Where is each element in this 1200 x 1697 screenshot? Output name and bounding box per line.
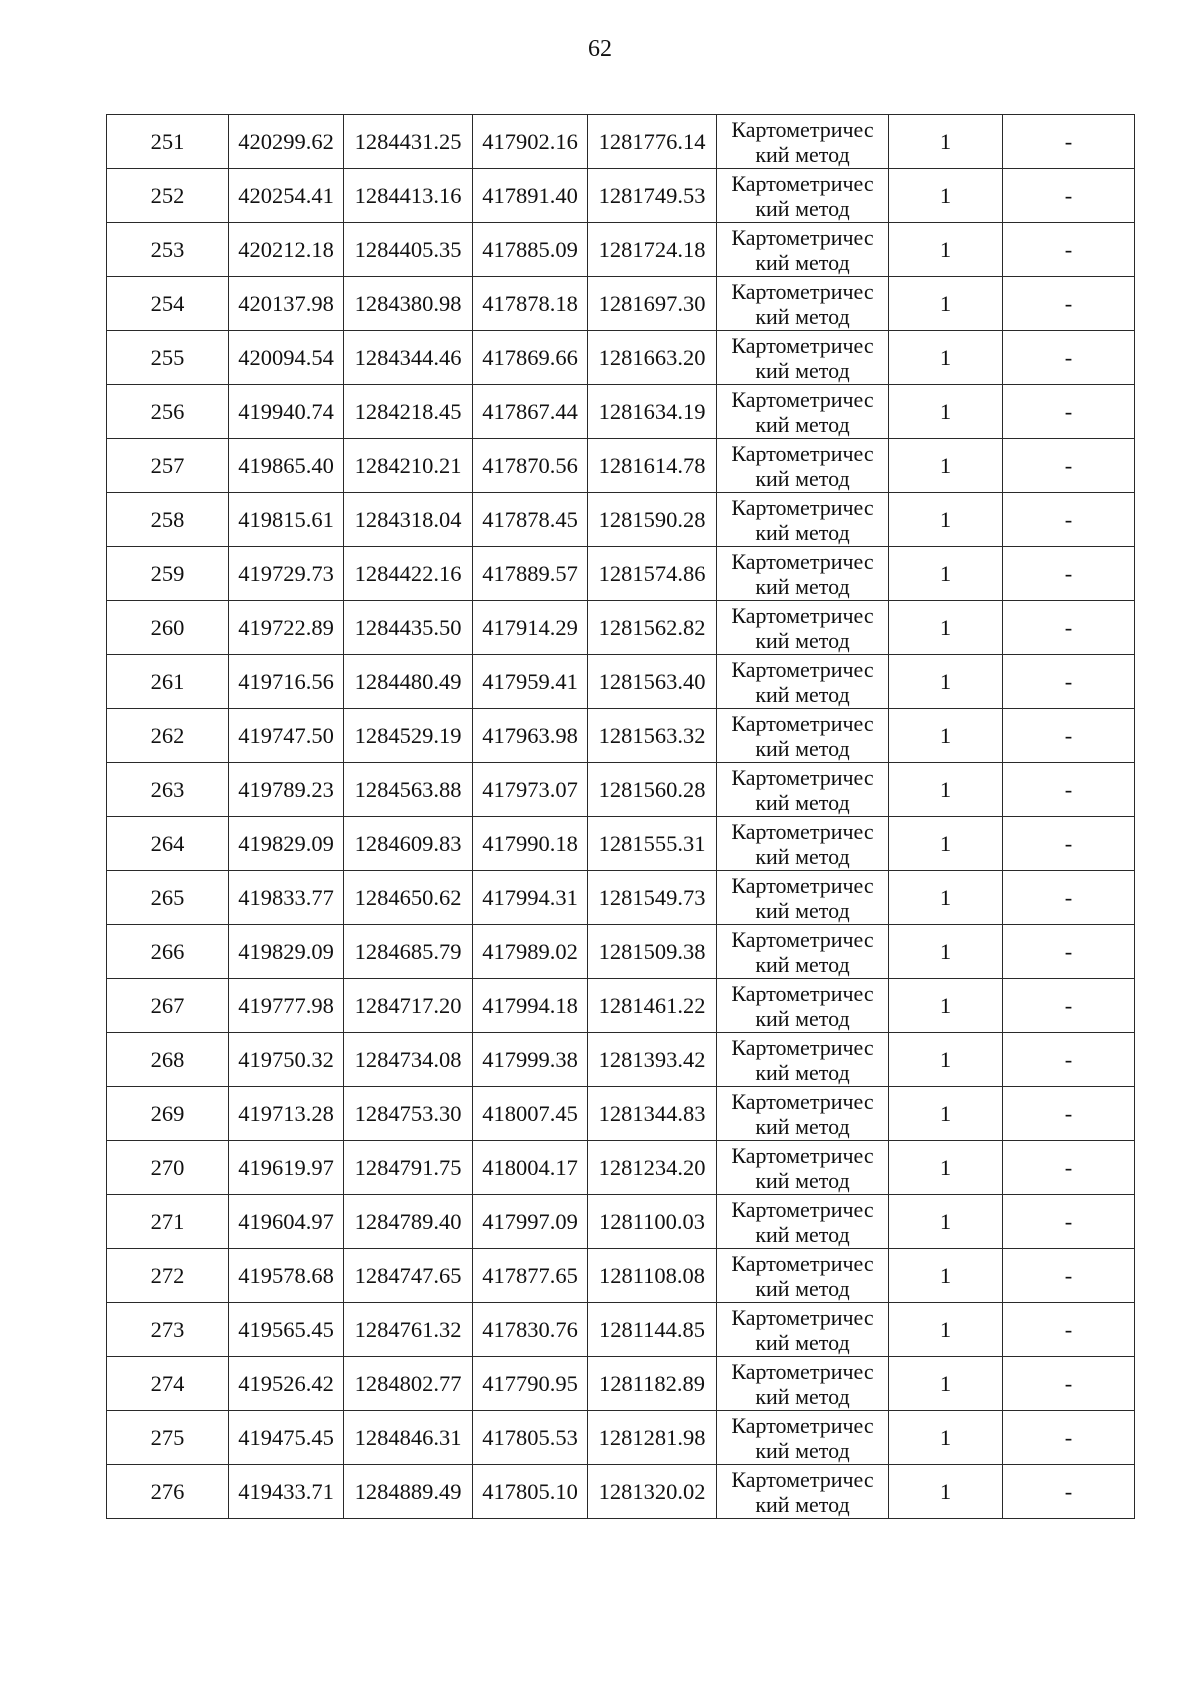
method-cell bbox=[717, 925, 889, 979]
accuracy-cell: 1 bbox=[889, 223, 1003, 277]
note-cell: - bbox=[1003, 385, 1135, 439]
table-row bbox=[107, 223, 1135, 277]
y-new-cell: 1281724.18 bbox=[588, 223, 717, 277]
method-line-2: кий метод bbox=[755, 411, 850, 437]
point-number-cell: 273 bbox=[107, 1303, 229, 1357]
method-cell bbox=[717, 169, 889, 223]
y-existing-cell: 1284717.20 bbox=[344, 979, 473, 1033]
accuracy-cell: 1 bbox=[889, 763, 1003, 817]
table-row bbox=[107, 1033, 1135, 1087]
accuracy-cell: 1 bbox=[889, 277, 1003, 331]
coordinates-table bbox=[106, 114, 1135, 1519]
table-row bbox=[107, 1357, 1135, 1411]
x-new-cell: 417990.18 bbox=[473, 817, 588, 871]
y-new-cell: 1281549.73 bbox=[588, 871, 717, 925]
point-number-cell: 265 bbox=[107, 871, 229, 925]
table-body bbox=[107, 115, 1135, 1519]
x-new-cell: 417867.44 bbox=[473, 385, 588, 439]
method-line-2: кий метод bbox=[755, 519, 850, 545]
method-cell bbox=[717, 1033, 889, 1087]
x-existing-cell: 419833.77 bbox=[229, 871, 344, 925]
table-row bbox=[107, 817, 1135, 871]
method-cell bbox=[717, 709, 889, 763]
method-line-1: Картометричес bbox=[731, 548, 874, 574]
method-cell bbox=[717, 1357, 889, 1411]
accuracy-cell: 1 bbox=[889, 1033, 1003, 1087]
accuracy-cell: 1 bbox=[889, 115, 1003, 169]
method-line-2: кий метод bbox=[755, 573, 850, 599]
method-line-1: Картометричес bbox=[731, 1250, 874, 1276]
note-cell: - bbox=[1003, 925, 1135, 979]
y-existing-cell: 1284405.35 bbox=[344, 223, 473, 277]
y-new-cell: 1281663.20 bbox=[588, 331, 717, 385]
note-cell: - bbox=[1003, 1303, 1135, 1357]
point-number-cell: 263 bbox=[107, 763, 229, 817]
table-row bbox=[107, 277, 1135, 331]
x-existing-cell: 419940.74 bbox=[229, 385, 344, 439]
accuracy-cell: 1 bbox=[889, 655, 1003, 709]
x-new-cell: 417994.18 bbox=[473, 979, 588, 1033]
accuracy-cell: 1 bbox=[889, 817, 1003, 871]
accuracy-cell: 1 bbox=[889, 1303, 1003, 1357]
point-number-cell: 257 bbox=[107, 439, 229, 493]
x-new-cell: 417889.57 bbox=[473, 547, 588, 601]
point-number-cell: 251 bbox=[107, 115, 229, 169]
table-row bbox=[107, 439, 1135, 493]
method-line-1: Картометричес bbox=[731, 1142, 874, 1168]
x-new-cell: 418007.45 bbox=[473, 1087, 588, 1141]
method-line-2: кий метод bbox=[755, 1383, 850, 1409]
x-new-cell: 417963.98 bbox=[473, 709, 588, 763]
method-line-1: Картометричес bbox=[731, 116, 874, 142]
point-number-cell: 253 bbox=[107, 223, 229, 277]
table-row bbox=[107, 1141, 1135, 1195]
table-row bbox=[107, 1249, 1135, 1303]
method-cell bbox=[717, 547, 889, 601]
y-new-cell: 1281590.28 bbox=[588, 493, 717, 547]
y-new-cell: 1281234.20 bbox=[588, 1141, 717, 1195]
point-number-cell: 269 bbox=[107, 1087, 229, 1141]
accuracy-cell: 1 bbox=[889, 1465, 1003, 1519]
method-line-2: кий метод bbox=[755, 1005, 850, 1031]
x-new-cell: 418004.17 bbox=[473, 1141, 588, 1195]
x-existing-cell: 419865.40 bbox=[229, 439, 344, 493]
method-line-1: Картометричес bbox=[731, 1088, 874, 1114]
x-new-cell: 417885.09 bbox=[473, 223, 588, 277]
method-line-2: кий метод bbox=[755, 627, 850, 653]
method-cell bbox=[717, 763, 889, 817]
note-cell: - bbox=[1003, 979, 1135, 1033]
method-line-1: Картометричес bbox=[731, 872, 874, 898]
x-existing-cell: 419475.45 bbox=[229, 1411, 344, 1465]
method-line-1: Картометричес bbox=[731, 494, 874, 520]
table-row bbox=[107, 1465, 1135, 1519]
table-row bbox=[107, 871, 1135, 925]
point-number-cell: 274 bbox=[107, 1357, 229, 1411]
method-line-1: Картометричес bbox=[731, 1196, 874, 1222]
note-cell: - bbox=[1003, 1141, 1135, 1195]
method-cell bbox=[717, 1411, 889, 1465]
y-new-cell: 1281344.83 bbox=[588, 1087, 717, 1141]
method-cell bbox=[717, 493, 889, 547]
method-cell bbox=[717, 115, 889, 169]
accuracy-cell: 1 bbox=[889, 1141, 1003, 1195]
note-cell: - bbox=[1003, 1411, 1135, 1465]
method-line-1: Картометричес bbox=[731, 818, 874, 844]
note-cell: - bbox=[1003, 115, 1135, 169]
method-line-2: кий метод bbox=[755, 1059, 850, 1085]
method-line-2: кий метод bbox=[755, 1491, 850, 1517]
y-new-cell: 1281182.89 bbox=[588, 1357, 717, 1411]
method-line-2: кий метод bbox=[755, 1275, 850, 1301]
note-cell: - bbox=[1003, 169, 1135, 223]
y-existing-cell: 1284761.32 bbox=[344, 1303, 473, 1357]
x-existing-cell: 419619.97 bbox=[229, 1141, 344, 1195]
method-line-2: кий метод bbox=[755, 951, 850, 977]
x-new-cell: 417877.65 bbox=[473, 1249, 588, 1303]
point-number-cell: 268 bbox=[107, 1033, 229, 1087]
point-number-cell: 266 bbox=[107, 925, 229, 979]
y-new-cell: 1281634.19 bbox=[588, 385, 717, 439]
accuracy-cell: 1 bbox=[889, 169, 1003, 223]
method-cell bbox=[717, 871, 889, 925]
table-row bbox=[107, 979, 1135, 1033]
accuracy-cell: 1 bbox=[889, 1411, 1003, 1465]
accuracy-cell: 1 bbox=[889, 979, 1003, 1033]
x-new-cell: 417914.29 bbox=[473, 601, 588, 655]
x-new-cell: 417870.56 bbox=[473, 439, 588, 493]
method-line-1: Картометричес bbox=[731, 1304, 874, 1330]
method-cell bbox=[717, 1249, 889, 1303]
method-line-2: кий метод bbox=[755, 735, 850, 761]
method-line-1: Картометричес bbox=[731, 278, 874, 304]
method-cell bbox=[717, 1195, 889, 1249]
y-existing-cell: 1284563.88 bbox=[344, 763, 473, 817]
table-row bbox=[107, 547, 1135, 601]
x-existing-cell: 420299.62 bbox=[229, 115, 344, 169]
y-existing-cell: 1284413.16 bbox=[344, 169, 473, 223]
method-line-2: кий метод bbox=[755, 789, 850, 815]
method-cell bbox=[717, 1141, 889, 1195]
accuracy-cell: 1 bbox=[889, 1249, 1003, 1303]
method-line-2: кий метод bbox=[755, 1221, 850, 1247]
y-new-cell: 1281393.42 bbox=[588, 1033, 717, 1087]
table-row bbox=[107, 331, 1135, 385]
y-existing-cell: 1284650.62 bbox=[344, 871, 473, 925]
x-new-cell: 417878.45 bbox=[473, 493, 588, 547]
y-existing-cell: 1284422.16 bbox=[344, 547, 473, 601]
x-existing-cell: 420212.18 bbox=[229, 223, 344, 277]
table-row bbox=[107, 115, 1135, 169]
y-new-cell: 1281749.53 bbox=[588, 169, 717, 223]
method-cell bbox=[717, 1303, 889, 1357]
y-existing-cell: 1284791.75 bbox=[344, 1141, 473, 1195]
note-cell: - bbox=[1003, 709, 1135, 763]
x-new-cell: 417999.38 bbox=[473, 1033, 588, 1087]
x-new-cell: 417994.31 bbox=[473, 871, 588, 925]
x-new-cell: 417805.10 bbox=[473, 1465, 588, 1519]
method-line-1: Картометричес bbox=[731, 710, 874, 736]
table-row bbox=[107, 925, 1135, 979]
point-number-cell: 252 bbox=[107, 169, 229, 223]
table-row bbox=[107, 655, 1135, 709]
point-number-cell: 260 bbox=[107, 601, 229, 655]
method-line-2: кий метод bbox=[755, 357, 850, 383]
y-new-cell: 1281461.22 bbox=[588, 979, 717, 1033]
y-existing-cell: 1284685.79 bbox=[344, 925, 473, 979]
note-cell: - bbox=[1003, 277, 1135, 331]
point-number-cell: 267 bbox=[107, 979, 229, 1033]
accuracy-cell: 1 bbox=[889, 709, 1003, 763]
note-cell: - bbox=[1003, 763, 1135, 817]
table-row bbox=[107, 493, 1135, 547]
x-new-cell: 417973.07 bbox=[473, 763, 588, 817]
point-number-cell: 254 bbox=[107, 277, 229, 331]
note-cell: - bbox=[1003, 331, 1135, 385]
x-existing-cell: 419815.61 bbox=[229, 493, 344, 547]
table-row bbox=[107, 1411, 1135, 1465]
note-cell: - bbox=[1003, 1357, 1135, 1411]
y-existing-cell: 1284380.98 bbox=[344, 277, 473, 331]
note-cell: - bbox=[1003, 439, 1135, 493]
table-row bbox=[107, 601, 1135, 655]
point-number-cell: 271 bbox=[107, 1195, 229, 1249]
method-line-2: кий метод bbox=[755, 1167, 850, 1193]
method-line-1: Картометричес bbox=[731, 1358, 874, 1384]
note-cell: - bbox=[1003, 655, 1135, 709]
method-line-1: Картометричес bbox=[731, 332, 874, 358]
x-existing-cell: 419526.42 bbox=[229, 1357, 344, 1411]
note-cell: - bbox=[1003, 1465, 1135, 1519]
y-existing-cell: 1284210.21 bbox=[344, 439, 473, 493]
x-existing-cell: 419789.23 bbox=[229, 763, 344, 817]
x-existing-cell: 419716.56 bbox=[229, 655, 344, 709]
point-number-cell: 275 bbox=[107, 1411, 229, 1465]
x-existing-cell: 420094.54 bbox=[229, 331, 344, 385]
accuracy-cell: 1 bbox=[889, 601, 1003, 655]
method-line-2: кий метод bbox=[755, 141, 850, 167]
y-existing-cell: 1284480.49 bbox=[344, 655, 473, 709]
point-number-cell: 270 bbox=[107, 1141, 229, 1195]
y-new-cell: 1281563.32 bbox=[588, 709, 717, 763]
method-line-1: Картометричес bbox=[731, 602, 874, 628]
table-row bbox=[107, 1087, 1135, 1141]
accuracy-cell: 1 bbox=[889, 439, 1003, 493]
method-line-2: кий метод bbox=[755, 843, 850, 869]
point-number-cell: 264 bbox=[107, 817, 229, 871]
y-existing-cell: 1284344.46 bbox=[344, 331, 473, 385]
point-number-cell: 272 bbox=[107, 1249, 229, 1303]
method-cell bbox=[717, 385, 889, 439]
method-cell bbox=[717, 979, 889, 1033]
table-row bbox=[107, 169, 1135, 223]
method-line-2: кий метод bbox=[755, 681, 850, 707]
x-new-cell: 417989.02 bbox=[473, 925, 588, 979]
method-cell bbox=[717, 1465, 889, 1519]
note-cell: - bbox=[1003, 871, 1135, 925]
x-existing-cell: 419777.98 bbox=[229, 979, 344, 1033]
point-number-cell: 276 bbox=[107, 1465, 229, 1519]
method-line-1: Картометричес bbox=[731, 926, 874, 952]
y-new-cell: 1281320.02 bbox=[588, 1465, 717, 1519]
y-new-cell: 1281100.03 bbox=[588, 1195, 717, 1249]
method-cell bbox=[717, 439, 889, 493]
accuracy-cell: 1 bbox=[889, 1087, 1003, 1141]
table-row bbox=[107, 763, 1135, 817]
y-existing-cell: 1284889.49 bbox=[344, 1465, 473, 1519]
method-cell bbox=[717, 1087, 889, 1141]
method-line-1: Картометричес bbox=[731, 224, 874, 250]
method-cell bbox=[717, 277, 889, 331]
method-cell bbox=[717, 601, 889, 655]
method-cell bbox=[717, 223, 889, 277]
x-existing-cell: 419829.09 bbox=[229, 925, 344, 979]
note-cell: - bbox=[1003, 1195, 1135, 1249]
x-new-cell: 417902.16 bbox=[473, 115, 588, 169]
method-line-1: Картометричес bbox=[731, 440, 874, 466]
x-existing-cell: 419578.68 bbox=[229, 1249, 344, 1303]
accuracy-cell: 1 bbox=[889, 331, 1003, 385]
x-new-cell: 417830.76 bbox=[473, 1303, 588, 1357]
y-new-cell: 1281555.31 bbox=[588, 817, 717, 871]
point-number-cell: 258 bbox=[107, 493, 229, 547]
method-line-1: Картометричес bbox=[731, 1412, 874, 1438]
x-existing-cell: 420254.41 bbox=[229, 169, 344, 223]
method-cell bbox=[717, 817, 889, 871]
method-line-2: кий метод bbox=[755, 195, 850, 221]
point-number-cell: 256 bbox=[107, 385, 229, 439]
x-existing-cell: 419729.73 bbox=[229, 547, 344, 601]
table-row bbox=[107, 1303, 1135, 1357]
note-cell: - bbox=[1003, 223, 1135, 277]
page-number: 62 bbox=[588, 36, 612, 62]
y-existing-cell: 1284802.77 bbox=[344, 1357, 473, 1411]
note-cell: - bbox=[1003, 493, 1135, 547]
y-existing-cell: 1284431.25 bbox=[344, 115, 473, 169]
y-new-cell: 1281562.82 bbox=[588, 601, 717, 655]
y-new-cell: 1281108.08 bbox=[588, 1249, 717, 1303]
method-line-1: Картометричес bbox=[731, 170, 874, 196]
note-cell: - bbox=[1003, 1249, 1135, 1303]
y-existing-cell: 1284529.19 bbox=[344, 709, 473, 763]
note-cell: - bbox=[1003, 1087, 1135, 1141]
x-new-cell: 417891.40 bbox=[473, 169, 588, 223]
x-existing-cell: 420137.98 bbox=[229, 277, 344, 331]
y-new-cell: 1281509.38 bbox=[588, 925, 717, 979]
x-existing-cell: 419713.28 bbox=[229, 1087, 344, 1141]
table-row bbox=[107, 709, 1135, 763]
method-line-2: кий метод bbox=[755, 303, 850, 329]
method-line-2: кий метод bbox=[755, 1113, 850, 1139]
method-line-2: кий метод bbox=[755, 249, 850, 275]
y-existing-cell: 1284753.30 bbox=[344, 1087, 473, 1141]
y-existing-cell: 1284846.31 bbox=[344, 1411, 473, 1465]
accuracy-cell: 1 bbox=[889, 547, 1003, 601]
method-line-2: кий метод bbox=[755, 1329, 850, 1355]
x-existing-cell: 419750.32 bbox=[229, 1033, 344, 1087]
y-new-cell: 1281574.86 bbox=[588, 547, 717, 601]
table-row bbox=[107, 385, 1135, 439]
y-new-cell: 1281776.14 bbox=[588, 115, 717, 169]
method-line-1: Картометричес bbox=[731, 980, 874, 1006]
x-new-cell: 417790.95 bbox=[473, 1357, 588, 1411]
y-new-cell: 1281563.40 bbox=[588, 655, 717, 709]
x-new-cell: 417959.41 bbox=[473, 655, 588, 709]
x-existing-cell: 419604.97 bbox=[229, 1195, 344, 1249]
method-line-2: кий метод bbox=[755, 1437, 850, 1463]
method-line-1: Картометричес bbox=[731, 1034, 874, 1060]
y-existing-cell: 1284318.04 bbox=[344, 493, 473, 547]
y-new-cell: 1281614.78 bbox=[588, 439, 717, 493]
x-existing-cell: 419565.45 bbox=[229, 1303, 344, 1357]
y-existing-cell: 1284734.08 bbox=[344, 1033, 473, 1087]
x-new-cell: 417878.18 bbox=[473, 277, 588, 331]
method-cell bbox=[717, 655, 889, 709]
x-new-cell: 417997.09 bbox=[473, 1195, 588, 1249]
point-number-cell: 259 bbox=[107, 547, 229, 601]
accuracy-cell: 1 bbox=[889, 871, 1003, 925]
y-existing-cell: 1284789.40 bbox=[344, 1195, 473, 1249]
y-new-cell: 1281560.28 bbox=[588, 763, 717, 817]
x-existing-cell: 419722.89 bbox=[229, 601, 344, 655]
y-existing-cell: 1284609.83 bbox=[344, 817, 473, 871]
x-existing-cell: 419433.71 bbox=[229, 1465, 344, 1519]
accuracy-cell: 1 bbox=[889, 1195, 1003, 1249]
point-number-cell: 255 bbox=[107, 331, 229, 385]
y-existing-cell: 1284747.65 bbox=[344, 1249, 473, 1303]
note-cell: - bbox=[1003, 547, 1135, 601]
y-new-cell: 1281281.98 bbox=[588, 1411, 717, 1465]
note-cell: - bbox=[1003, 817, 1135, 871]
table-row bbox=[107, 1195, 1135, 1249]
method-line-1: Картометричес bbox=[731, 656, 874, 682]
method-line-2: кий метод bbox=[755, 897, 850, 923]
accuracy-cell: 1 bbox=[889, 385, 1003, 439]
y-new-cell: 1281697.30 bbox=[588, 277, 717, 331]
method-line-2: кий метод bbox=[755, 465, 850, 491]
y-existing-cell: 1284435.50 bbox=[344, 601, 473, 655]
note-cell: - bbox=[1003, 601, 1135, 655]
y-existing-cell: 1284218.45 bbox=[344, 385, 473, 439]
point-number-cell: 262 bbox=[107, 709, 229, 763]
x-existing-cell: 419829.09 bbox=[229, 817, 344, 871]
y-new-cell: 1281144.85 bbox=[588, 1303, 717, 1357]
x-new-cell: 417869.66 bbox=[473, 331, 588, 385]
method-line-1: Картометричес bbox=[731, 1466, 874, 1492]
accuracy-cell: 1 bbox=[889, 493, 1003, 547]
note-cell: - bbox=[1003, 1033, 1135, 1087]
accuracy-cell: 1 bbox=[889, 1357, 1003, 1411]
method-cell bbox=[717, 331, 889, 385]
method-line-1: Картометричес bbox=[731, 386, 874, 412]
accuracy-cell: 1 bbox=[889, 925, 1003, 979]
method-line-1: Картометричес bbox=[731, 764, 874, 790]
x-existing-cell: 419747.50 bbox=[229, 709, 344, 763]
point-number-cell: 261 bbox=[107, 655, 229, 709]
x-new-cell: 417805.53 bbox=[473, 1411, 588, 1465]
